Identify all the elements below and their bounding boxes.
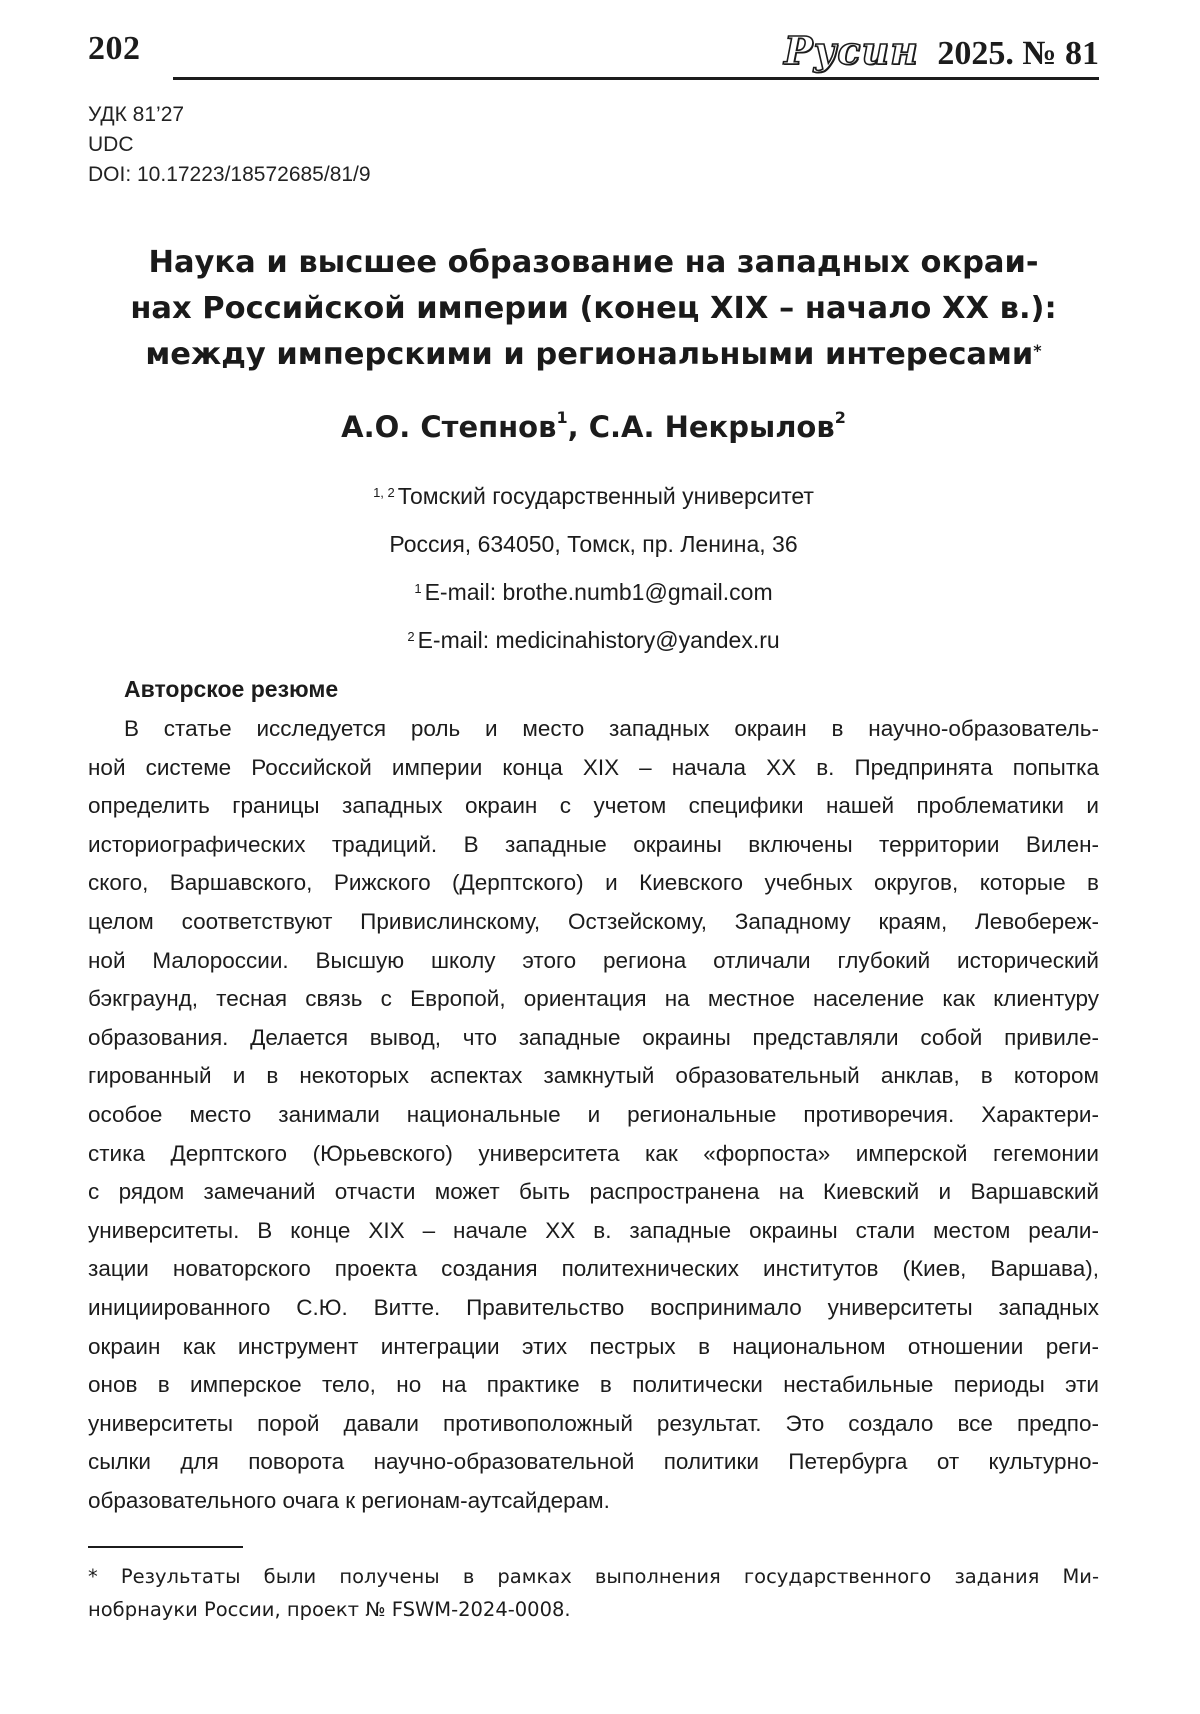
abstract-line: определить границы западных окраин с учетом специфики нашей проблематики и	[88, 793, 1099, 819]
affiliation-block	[88, 472, 1099, 664]
author-name: А.О. Степнов	[341, 410, 557, 444]
abstract-heading: Авторское резюме	[124, 676, 339, 702]
authors	[88, 410, 1099, 444]
footnote	[88, 1560, 1099, 1626]
abstract-line: бэкграунд, тесная связь с Европой, ориентация на местное население как клиентуру	[88, 986, 1099, 1012]
abstract-line: гированный и в некоторых аспектах замкнутый образовательный анклав, в котором	[88, 1063, 1099, 1089]
abstract-line: сылки для поворота научно-образовательной политики Петербурга от культурно-	[88, 1449, 1099, 1475]
footnote-divider	[88, 1546, 243, 1548]
title-footnote-mark[interactable]: *	[1033, 341, 1042, 360]
author-email-1	[88, 568, 1099, 616]
title-line-text: между имперскими и региональными интересами	[145, 337, 1034, 372]
udc-code: UDC	[88, 133, 134, 156]
author-separator: ,	[567, 410, 589, 444]
abstract-line: университеты. В конце XIX – начале XX в. западные окраины стали местом реали-	[88, 1217, 1099, 1243]
footnote-line: * Результаты были получены в рамках выполнения государственного задания Ми-	[88, 1565, 1099, 1588]
journal-issue: 2025. № 81	[937, 35, 1099, 72]
abstract-line: с рядом замечаний отчасти может быть распространена на Киевский и Варшавский	[88, 1179, 1099, 1205]
abstract-line: стика Дерптского (Юрьевского) университета как «форпоста» имперской гегемонии	[88, 1140, 1099, 1166]
author-affiliation-mark: 2	[834, 408, 846, 427]
author-name: С.А. Некрылов	[588, 410, 835, 444]
abstract-line: целом соответствуют Привислинскому, Остзейскому, Западному краям, Левобереж-	[88, 908, 1099, 934]
title-line-last	[88, 332, 1099, 378]
abstract-line: образовательного очага к регионам-аутсайдерам.	[88, 1487, 610, 1513]
doi: DOI: 10.17223/18572685/81/9	[88, 163, 371, 186]
page-header	[88, 22, 1099, 82]
author-email-2	[88, 616, 1099, 664]
email-mark: 1	[414, 581, 422, 596]
abstract-line: зации новаторского проекта создания политехнических институтов (Киев, Варшава),	[88, 1256, 1099, 1282]
author-affiliation-mark: 1	[556, 408, 568, 427]
page-number: 202	[88, 30, 141, 67]
abstract-line: инициированного С.Ю. Витте. Правительство воспринимало университеты западных	[88, 1294, 1099, 1320]
title-line: нах Российской империи (конец XIX – начало XX в.):	[130, 291, 1057, 326]
abstract-line: университеты порой давали противоположный результат. Это создало все предпо-	[88, 1410, 1099, 1436]
university-name: Томский государственный университет	[397, 483, 814, 509]
abstract-body	[88, 710, 1099, 1520]
header-divider	[173, 77, 1099, 80]
abstract-line: историографических традиций. В западные окраины включены территории Вилен-	[88, 831, 1099, 857]
abstract-line: образования. Делается вывод, что западные окраины представляли собой привиле-	[88, 1024, 1099, 1050]
affiliation-university	[88, 472, 1099, 520]
journal-name: Русин	[784, 28, 919, 73]
article-title	[88, 240, 1099, 378]
abstract-line: окраин как инструмент интеграции этих пестрых в национальном отношении реги-	[88, 1333, 1099, 1359]
affiliation-address: Россия, 634050, Томск, пр. Ленина, 36	[389, 531, 798, 557]
abstract-line: ной Малороссии. Высшую школу этого региона отличали глубокий исторический	[88, 947, 1099, 973]
abstract-line: ского, Варшавского, Рижского (Дерптского) и Киевского учебных округов, которые в	[88, 870, 1099, 896]
abstract-line: В статье исследуется роль и место западных окраин в научно-образователь-	[124, 716, 1099, 741]
affiliation-mark: 1, 2	[373, 485, 395, 500]
article-metadata	[88, 100, 371, 190]
journal-heading	[784, 28, 1099, 73]
title-line: Наука и высшее образование на западных окраи-	[148, 245, 1039, 280]
email-text[interactable]: E-mail: medicinahistory@yandex.ru	[417, 627, 780, 653]
email-mark: 2	[407, 629, 415, 644]
abstract-line: ной системе Российской империи конца XIX – начала XX в. Предпринята попытка	[88, 754, 1099, 780]
footnote-line: нобрнауки России, проект № FSWM-2024-0008.	[88, 1598, 571, 1621]
email-text[interactable]: E-mail: brothe.numb1@gmail.com	[424, 579, 773, 605]
udk-code: УДК 81’27	[88, 103, 185, 126]
abstract-line: особое место занимали национальные и региональные противоречия. Характери-	[88, 1101, 1099, 1127]
abstract-line: онов в имперское тело, но на практике в политически нестабильные периоды эти	[88, 1372, 1099, 1398]
